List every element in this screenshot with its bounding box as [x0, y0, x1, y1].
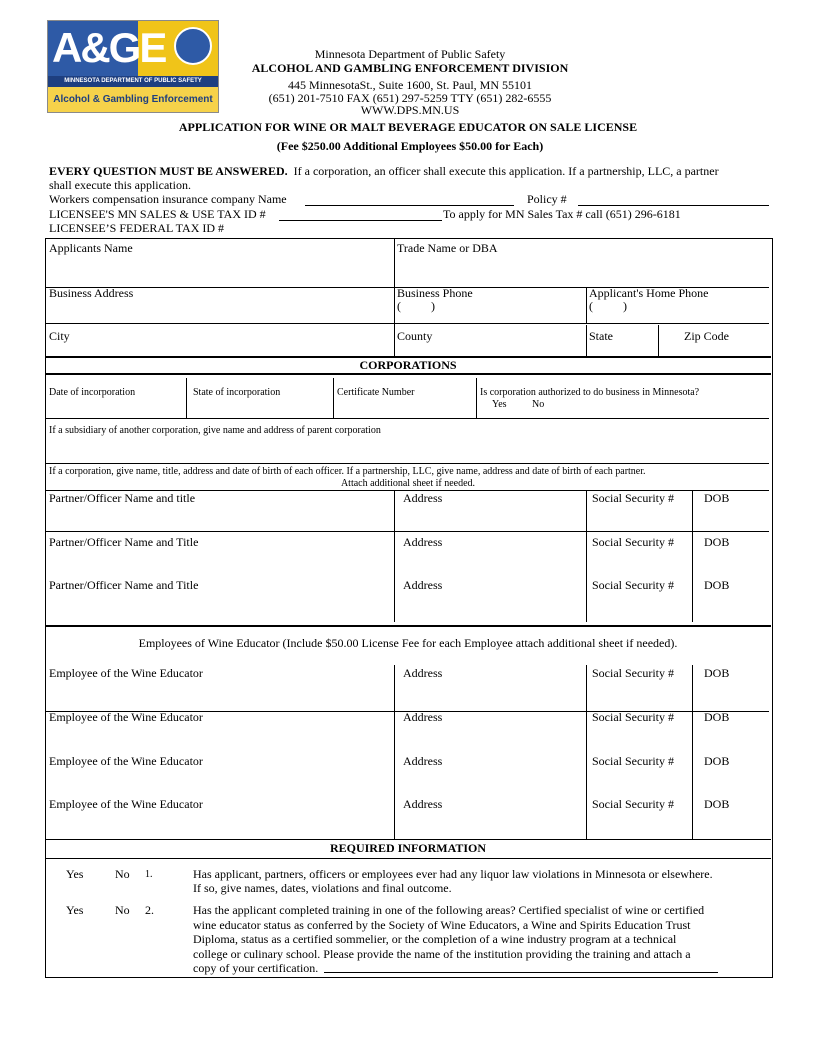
- employee-address-label: Address: [403, 666, 443, 680]
- q1-yes[interactable]: Yes: [66, 867, 84, 881]
- employee-dob-label: DOB: [704, 666, 730, 680]
- section-rule: [45, 625, 771, 627]
- division-phones: (651) 201-7510 FAX (651) 297-5259 TTY (651) 282-6555: [268, 91, 552, 105]
- logo-mark: A&GE: [52, 24, 166, 71]
- divider: [586, 665, 587, 839]
- divider: [394, 238, 395, 356]
- employee-name-label: Employee of the Wine Educator: [49, 710, 203, 724]
- q2-text-line4: college or culinary school. Please provide the name of the institution providing the training and attach a: [193, 947, 691, 961]
- q1-number: 1.: [145, 869, 153, 880]
- q2-no[interactable]: No: [115, 903, 130, 917]
- employee-name-label: Employee of the Wine Educator: [49, 666, 203, 680]
- required-heading: REQUIRED INFORMATION: [329, 841, 487, 855]
- employee-name-label: Employee of the Wine Educator: [49, 797, 203, 811]
- divider: [586, 325, 587, 356]
- divider: [586, 287, 587, 323]
- employee-ssn-label: Social Security #: [592, 797, 674, 811]
- attach-note: Attach additional sheet if needed.: [340, 478, 476, 489]
- city-label: City: [49, 329, 70, 343]
- mn-tax-label: LICENSEE'S MN SALES & USE TAX ID #: [49, 207, 266, 221]
- business-address-label: Business Address: [49, 286, 134, 300]
- trade-name-label: Trade Name or DBA: [397, 241, 498, 255]
- employee-ssn-label: Social Security #: [592, 666, 674, 680]
- dept-name: Minnesota Department of Public Safety: [314, 47, 506, 61]
- employee-dob-label: DOB: [704, 797, 730, 811]
- division-address: 445 MinnesotaSt., Suite 1600, St. Paul, MN 55101: [287, 78, 532, 92]
- officer-ssn-label: Social Security #: [592, 535, 674, 549]
- federal-tax-label: LICENSEE’S FEDERAL TAX ID #: [49, 221, 225, 235]
- officer-name-label: Partner/Officer Name and Title: [49, 535, 199, 549]
- divider: [692, 665, 693, 839]
- employee-address-label: Address: [403, 797, 443, 811]
- section-rule: [45, 373, 771, 375]
- q2-text-line1: Has the applicant completed training in one of the following areas? Certified specialist of wine or certified: [193, 903, 705, 917]
- age-logo: [47, 20, 219, 113]
- officers-note: If a corporation, give name, title, address and date of birth of each officer. If a partnership, LLC, give name, address and date of birth of each partner.: [49, 466, 646, 477]
- form-title: APPLICATION FOR WINE OR MALT BEVERAGE EDUCATOR ON SALE LICENSE: [178, 120, 638, 134]
- officer-name-label: Partner/Officer Name and Title: [49, 578, 199, 592]
- intro-bold: EVERY QUESTION MUST BE ANSWERED.: [49, 164, 288, 178]
- home-phone-label: Applicant's Home Phone: [589, 286, 709, 300]
- divider: [394, 665, 395, 839]
- employee-name-label: Employee of the Wine Educator: [49, 754, 203, 768]
- business-phone-label: Business Phone: [397, 286, 473, 300]
- row-divider: [45, 531, 769, 532]
- officer-dob-label: DOB: [704, 491, 730, 505]
- officer-dob-label: DOB: [704, 578, 730, 592]
- q2-text-line5: copy of your certification.: [193, 961, 319, 975]
- state-incorporation-label: State of incorporation: [193, 387, 281, 398]
- date-incorporation-label: Date of incorporation: [49, 387, 136, 398]
- divider: [186, 378, 187, 418]
- home-phone-paren[interactable]: ( ): [589, 299, 627, 313]
- q2-text-line3: Diploma, status as a certified sommelier, or the completion of a wine industry program at a technical: [193, 932, 677, 946]
- divider: [692, 490, 693, 622]
- intro-rest-2: shall execute this application.: [49, 178, 191, 192]
- division-name: ALCOHOL AND GAMBLING ENFORCEMENT DIVISION: [251, 61, 569, 75]
- employee-dob-label: DOB: [704, 754, 730, 768]
- workers-comp-line[interactable]: [305, 205, 514, 206]
- q2-number: 2.: [145, 903, 154, 917]
- mn-tax-line[interactable]: [279, 220, 442, 221]
- officer-dob-label: DOB: [704, 535, 730, 549]
- subsidiary-label: If a subsidiary of another corporation, give name and address of parent corporation: [49, 425, 381, 436]
- logo-name-text: Alcohol & Gambling Enforcement: [48, 87, 218, 112]
- officer-ssn-label: Social Security #: [592, 491, 674, 505]
- q1-text-line2: If so, give names, dates, violations and final outcome.: [193, 881, 452, 895]
- institution-line[interactable]: [324, 972, 718, 973]
- authorized-question: Is corporation authorized to do business in Minnesota?: [480, 387, 700, 398]
- employee-address-label: Address: [403, 710, 443, 724]
- officer-address-label: Address: [403, 491, 443, 505]
- county-label: County: [397, 329, 433, 343]
- employee-dob-label: DOB: [704, 710, 730, 724]
- workers-comp-label: Workers compensation insurance company Name: [49, 192, 287, 206]
- fee-note: (Fee $250.00 Additional Employees $50.00 for Each): [276, 139, 544, 153]
- authorized-yes[interactable]: Yes: [492, 399, 507, 410]
- employee-address-label: Address: [403, 754, 443, 768]
- zip-label: Zip Code: [684, 329, 729, 343]
- business-phone-paren[interactable]: ( ): [397, 299, 435, 313]
- q1-no[interactable]: No: [115, 867, 130, 881]
- division-website: WWW.DPS.MN.US: [360, 103, 460, 117]
- row-divider: [45, 418, 769, 419]
- corporations-heading: CORPORATIONS: [359, 358, 457, 372]
- row-divider: [45, 323, 769, 324]
- state-seal-icon: [174, 27, 212, 65]
- officer-ssn-label: Social Security #: [592, 578, 674, 592]
- divider: [658, 325, 659, 356]
- intro-text: [49, 164, 779, 178]
- officer-name-label: Partner/Officer Name and title: [49, 491, 196, 505]
- policy-label: Policy #: [527, 192, 567, 206]
- employees-heading: Employees of Wine Educator (Include $50.00 License Fee for each Employee attach additional sheet if needed).: [138, 636, 678, 650]
- divider: [394, 490, 395, 622]
- officer-address-label: Address: [403, 535, 443, 549]
- mn-tax-note: To apply for MN Sales Tax # call (651) 296-6181: [443, 207, 681, 221]
- certificate-number-label: Certificate Number: [337, 387, 415, 398]
- officer-address-label: Address: [403, 578, 443, 592]
- employee-ssn-label: Social Security #: [592, 754, 674, 768]
- logo-band-text: MINNESOTA DEPARTMENT OF PUBLIC SAFETY: [48, 76, 218, 87]
- intro-rest: If a corporation, an officer shall execute this application. If a partnership, LLC, a partner: [293, 164, 719, 178]
- employee-ssn-label: Social Security #: [592, 710, 674, 724]
- divider: [586, 490, 587, 622]
- divider: [476, 378, 477, 418]
- section-rule: [45, 858, 771, 859]
- policy-line[interactable]: [578, 205, 769, 206]
- q2-yes[interactable]: Yes: [66, 903, 84, 917]
- divider: [333, 378, 334, 418]
- authorized-no[interactable]: No: [532, 399, 545, 410]
- q2-text-line2: wine educator status as conferred by the Society of Wine Educators, a Wine and Spirits Education Trust: [193, 918, 691, 932]
- row-divider: [45, 463, 769, 464]
- state-label: State: [589, 329, 613, 343]
- q1-text-line1: Has applicant, partners, officers or employees ever had any liquor law violations in Minnesota or elsewhere.: [193, 867, 713, 881]
- section-rule: [45, 839, 771, 840]
- applicant-name-label: Applicants Name: [49, 241, 133, 255]
